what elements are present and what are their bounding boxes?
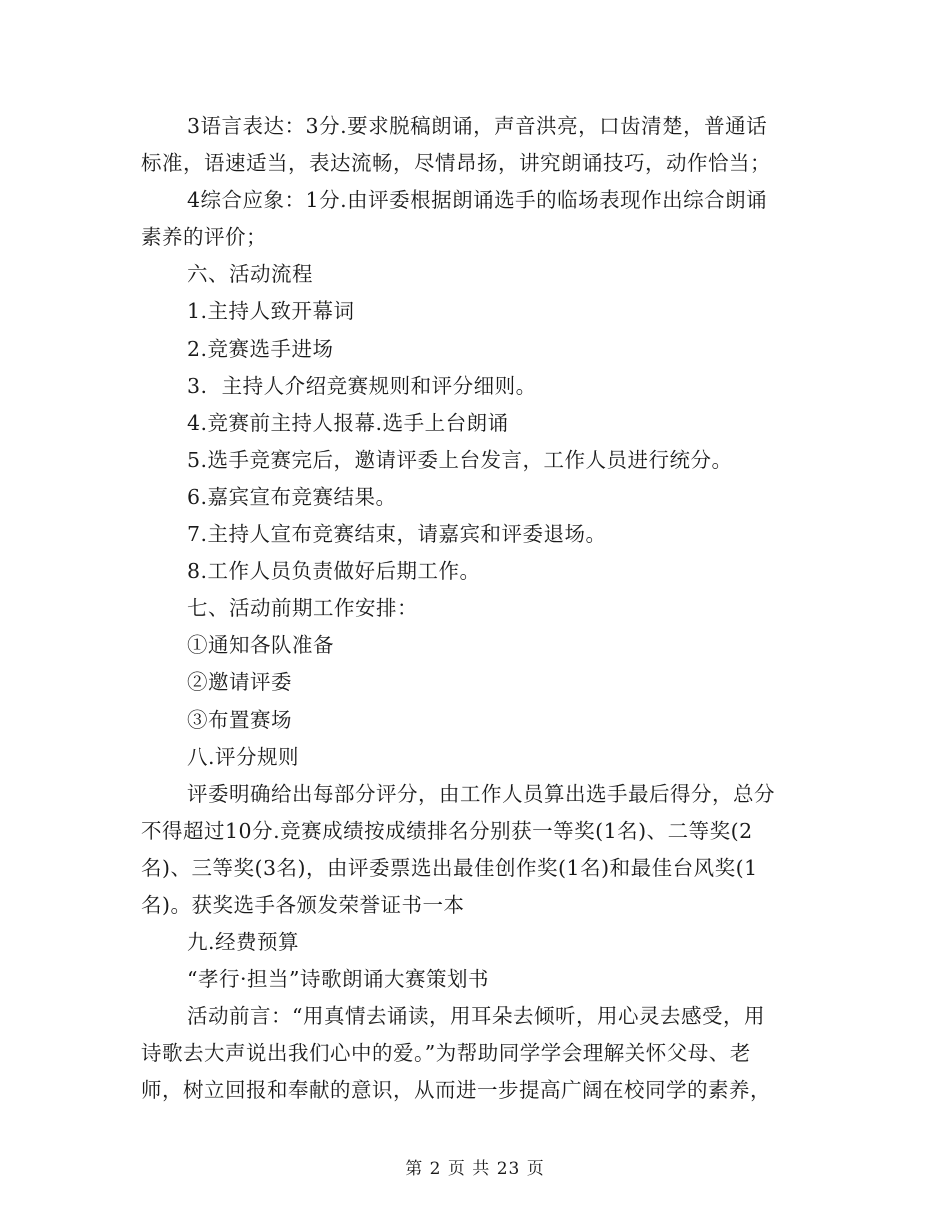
list-item: ③布置赛场	[187, 707, 292, 732]
list-item: ①通知各队准备	[187, 633, 334, 658]
body-line: 评委明确给出每部分评分，由工作人员算出选手最后得分，总分	[187, 781, 775, 806]
document-title: “孝行·担当”诗歌朗诵大赛策划书	[187, 967, 489, 992]
section-heading-8: 八.评分规则	[187, 744, 300, 769]
list-item: 4.竞赛前主持人报幕.选手上台朗诵	[187, 410, 509, 435]
list-item: ②邀请评委	[187, 670, 292, 695]
body-line: 3语言表达：3分.要求脱稿朗诵，声音洪亮，口齿清楚，普通话	[187, 114, 768, 138]
body-line: 标准，语速适当，表达流畅，尽情昂扬，讲究朗诵技巧，动作恰当；	[141, 151, 771, 176]
section-heading-6: 六、活动流程	[187, 262, 313, 287]
body-line: 活动前言：“用真情去诵读，用耳朵去倾听，用心灵去感受，用	[187, 1004, 765, 1029]
list-item: 8.工作人员负责做好后期工作。	[187, 559, 481, 584]
section-heading-9: 九.经费预算	[187, 930, 300, 955]
section-heading-7: 七、活动前期工作安排：	[187, 596, 418, 621]
body-line: 4综合应象：1分.由评委根据朗诵选手的临场表现作出综合朗诵	[187, 188, 768, 213]
body-line: 师，树立回报和奉献的意识，从而进一步提高广阔在校同学的素养，	[141, 1078, 771, 1103]
body-line: 名)、三等奖(3名)，由评委票选出最佳创作奖(1名)和最佳台风奖(1	[141, 855, 758, 880]
page-number-footer: 第 2 页 共 23 页	[405, 1159, 545, 1179]
body-line: 诗歌去大声说出我们心中的爱。”为帮助同学学会理解关怀父母、老	[141, 1041, 751, 1066]
body-line: 不得超过10分.竞赛成绩按成绩排名分别获一等奖(1名)、二等奖(2	[141, 818, 753, 843]
list-item: 2.竞赛选手进场	[187, 336, 334, 361]
document-body	[141, 108, 801, 1110]
list-item: 6.嘉宾宣布竞赛结果。	[187, 484, 397, 509]
list-item: 5.选手竞赛完后，邀请评委上台发言，工作人员进行统分。	[187, 447, 733, 472]
body-line: 素养的评价；	[141, 225, 267, 250]
list-item: 3. 主持人介绍竞赛规则和评分细则。	[187, 373, 537, 398]
body-line: 名)。获奖选手各颁发荣誉证书一本	[141, 892, 465, 917]
list-item: 7.主持人宣布竞赛结束，请嘉宾和评委退场。	[187, 522, 607, 547]
list-item: 1.主持人致开幕词	[187, 299, 355, 324]
